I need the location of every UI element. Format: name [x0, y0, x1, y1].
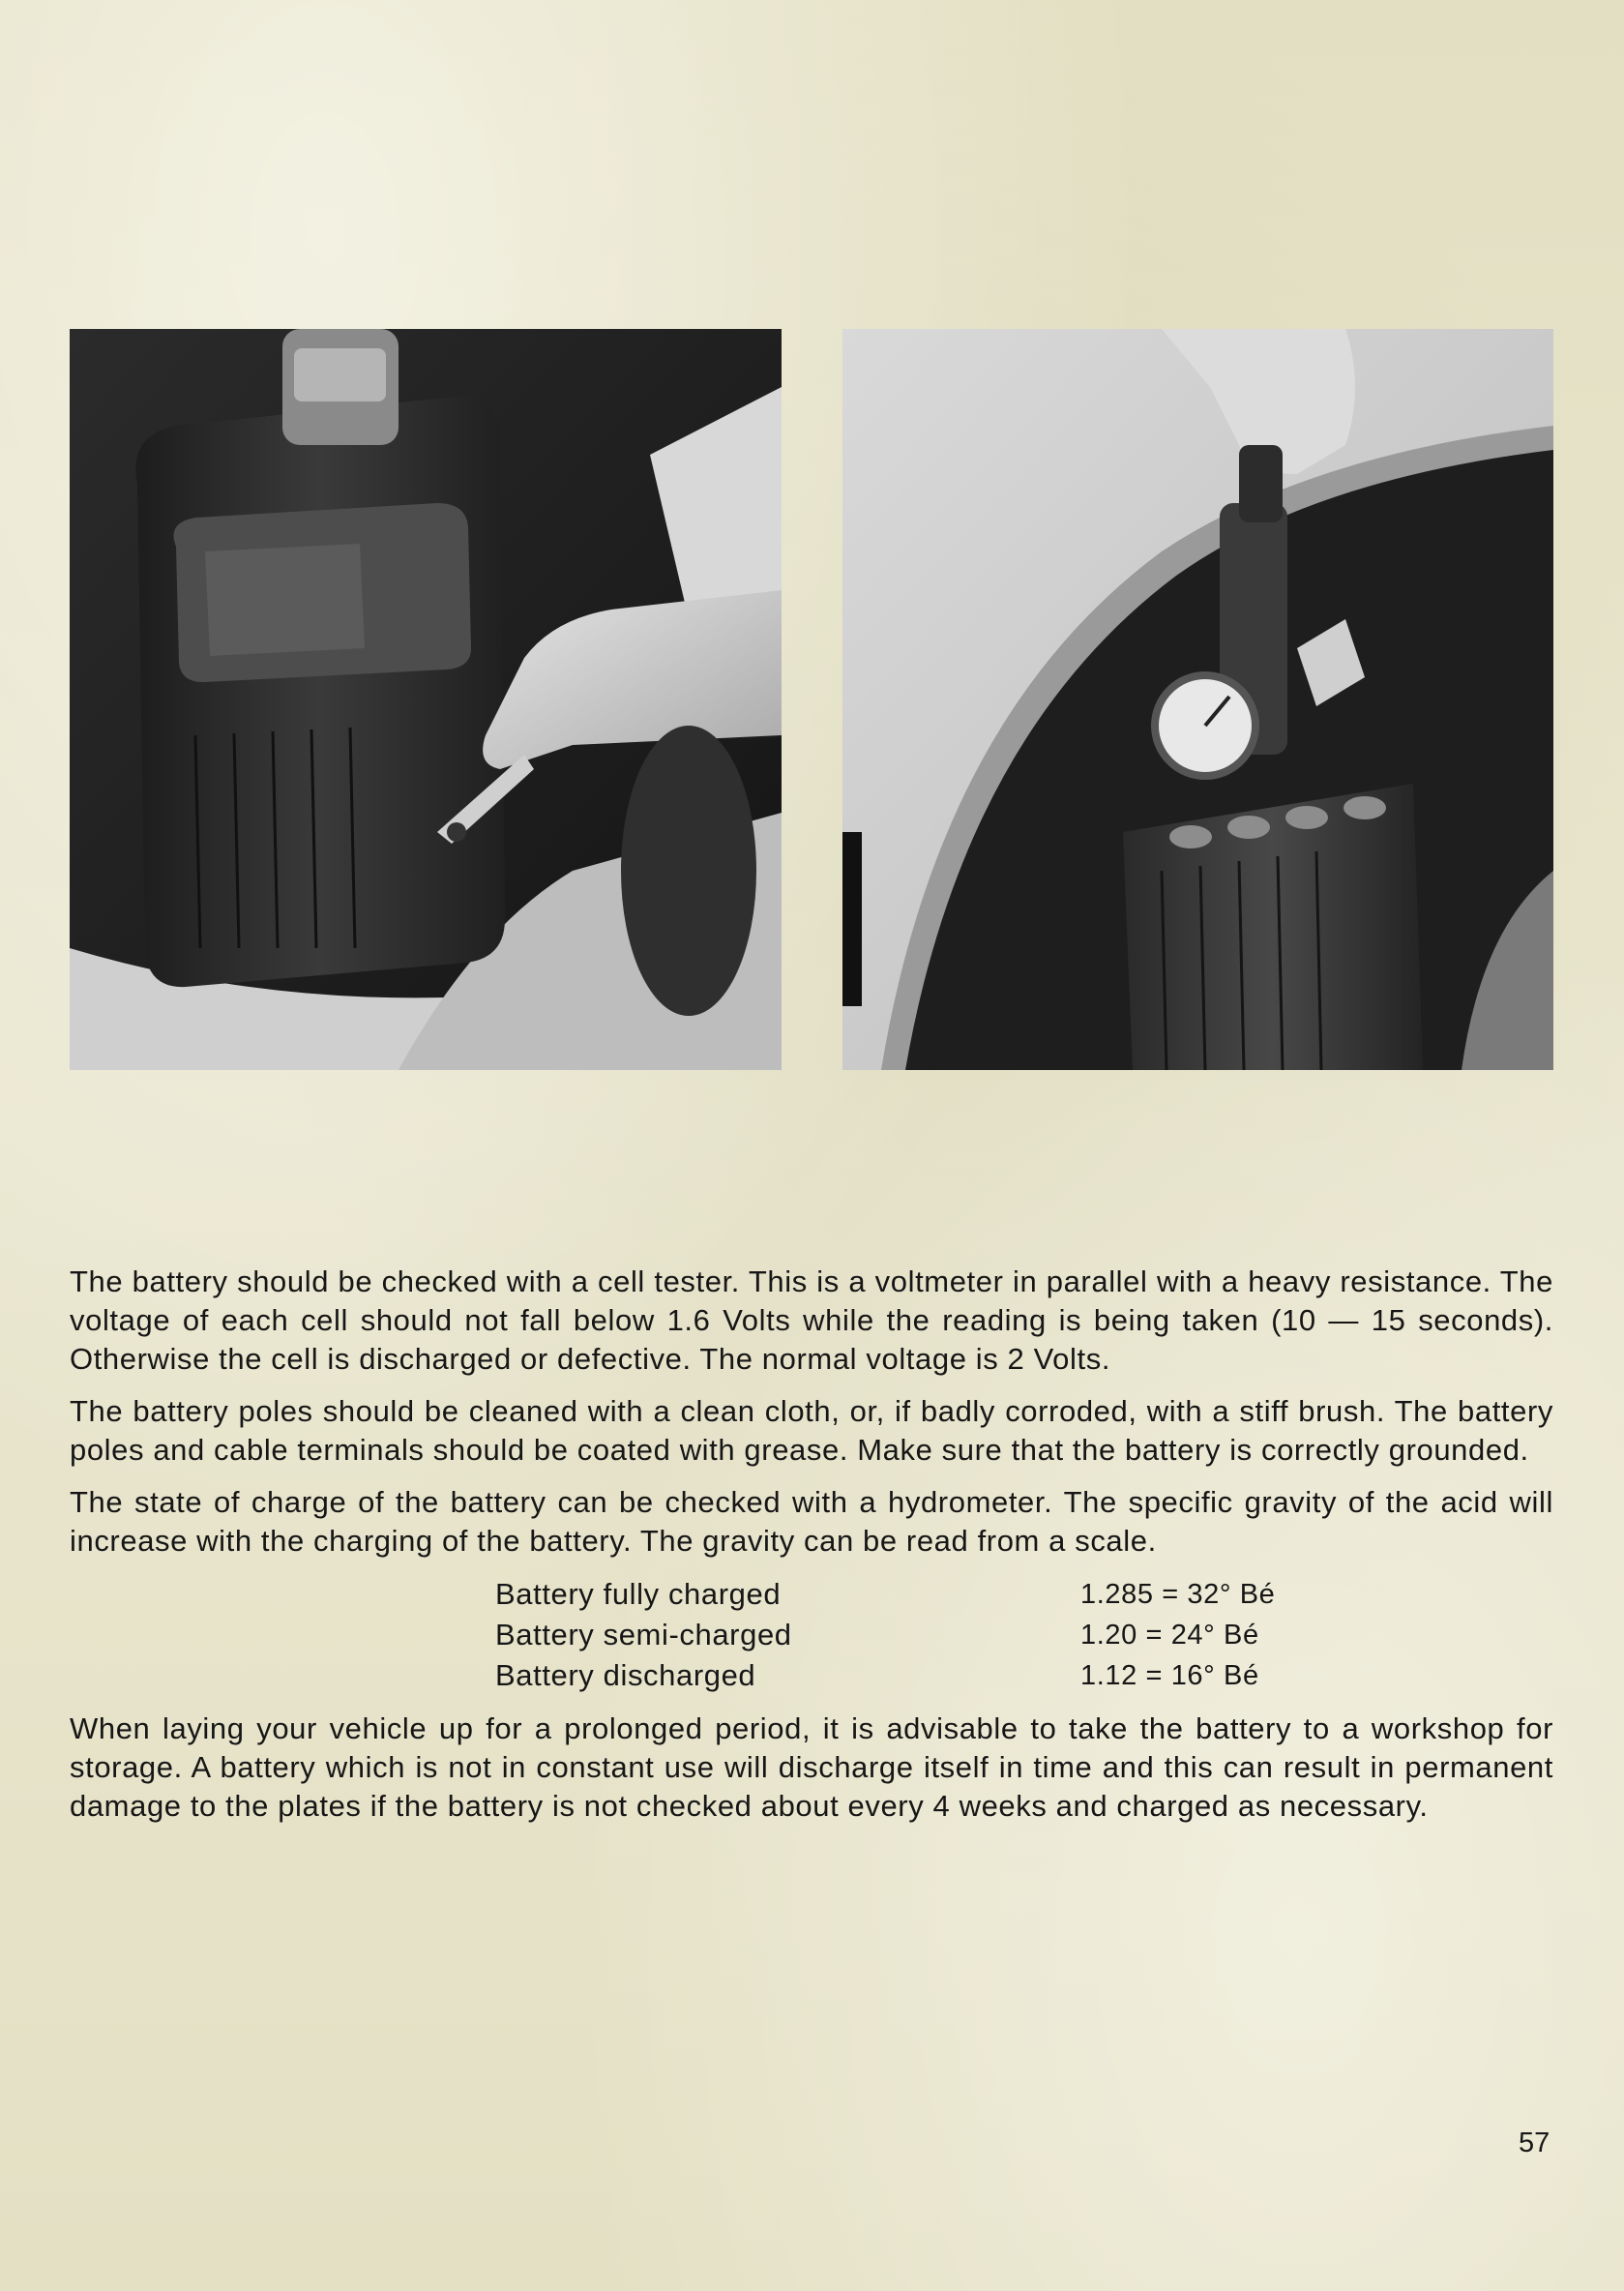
- page-number: 57: [1519, 2127, 1550, 2158]
- table-row: [70, 1574, 1553, 1615]
- paragraph-storage: When laying your vehicle up for a prolonged period, it is advisable to take the battery to a workshop for storage. A battery which is not in constant use will discharge itself in time and this can result in permanent damage to the plates if the battery is not checked about every 4 weeks and charged as necessary.: [70, 1711, 1553, 1823]
- table-row-label: Battery semi-charged: [495, 1618, 792, 1651]
- table-row-value: 1.12 = 16° Bé: [1080, 1659, 1259, 1691]
- paragraph-hydrometer: The state of charge of the battery can be checked with a hydrometer. The specific gravity of the acid will increase with the charging of the battery. The gravity can be read from a scale.: [70, 1485, 1553, 1558]
- table-row: [70, 1615, 1553, 1655]
- body-text: [70, 1263, 1553, 1839]
- table-row-label: Battery discharged: [495, 1658, 756, 1692]
- table-row-label: Battery fully charged: [495, 1577, 782, 1611]
- gravity-table: [70, 1574, 1553, 1696]
- table-row-value: 1.20 = 24° Bé: [1080, 1619, 1259, 1651]
- battery-hydrometer-photo: [842, 329, 1553, 1070]
- table-row-value: 1.285 = 32° Bé: [1080, 1578, 1276, 1610]
- paragraph-cell-tester: The battery should be checked with a cell tester. This is a voltmeter in parallel with a heavy resistance. The voltage of each cell should not fall below 1.6 Volts while the reading is being taken (10 — 15 seconds). Otherwise the cell is discharged or defective. The normal voltage is 2 Volts.: [70, 1265, 1553, 1376]
- paragraph-battery-poles: The battery poles should be cleaned with a clean cloth, or, if badly corroded, with a stiff brush. The battery poles and cable terminals should be coated with grease. Make sure that the battery is correctly grounded.: [70, 1394, 1553, 1467]
- table-row: [70, 1655, 1553, 1696]
- battery-cell-tester-photo: [70, 329, 782, 1070]
